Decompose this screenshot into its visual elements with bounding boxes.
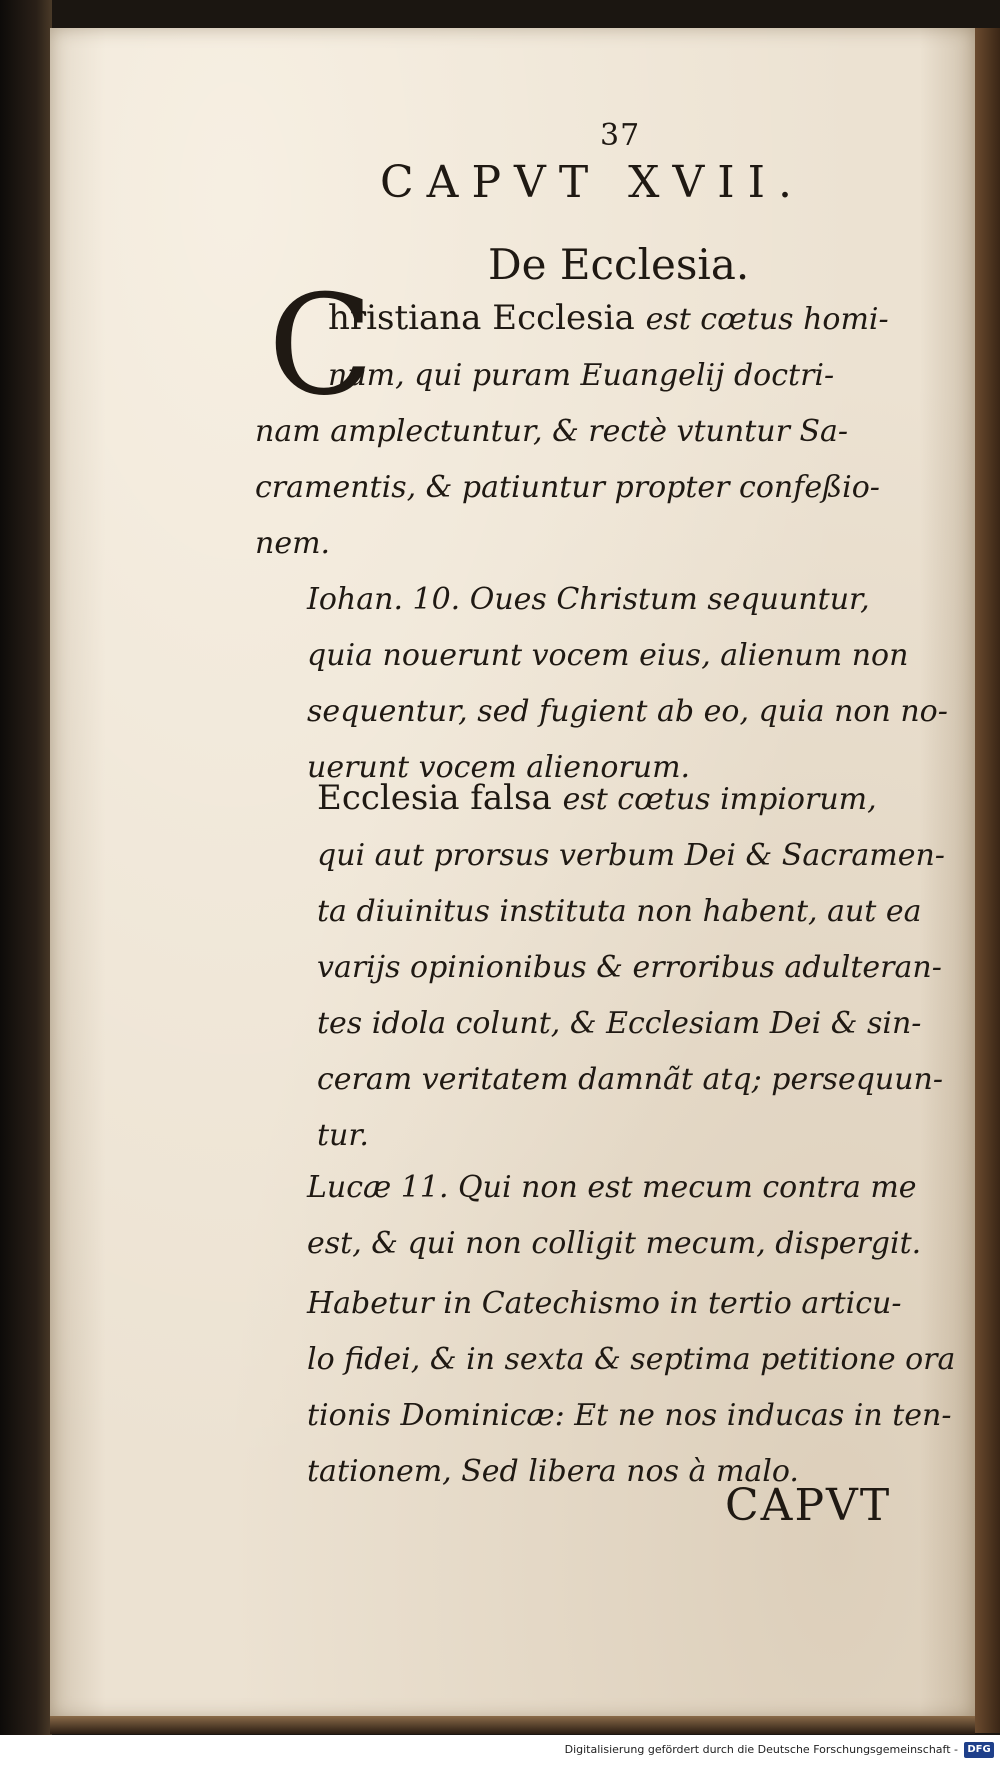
book-edge-bottom [50,1716,975,1734]
paragraph-catechism-reference [255,1276,965,1500]
page-number: 37 [600,118,641,153]
text-line: uerunt vocem alienorum. [307,750,691,785]
text-line: ceram veritatem damnãt atq; persequun- [317,1062,944,1097]
text-line: Iohan. 10. Oues Christum sequuntur, [307,582,870,617]
scan-background-left [0,0,52,1735]
text-line: tationem, Sed libera nos à malo. [307,1454,799,1489]
text-line: num, qui puram Euangelij doctri- [328,358,835,393]
text-line: varijs opinionibus & erroribus adulteran- [317,950,942,985]
text-line: quia nouerunt vocem eius, alienum non [307,638,909,673]
text-line: qui aut prorsus verbum Dei & Sacramen- [317,838,945,873]
text-line: Habetur in Catechismo in tertio articu- [307,1286,902,1321]
paragraph-false-church [255,770,965,1164]
book-edge-right [975,28,1000,1733]
paragraph-john-citation [255,572,965,796]
text-line: lo fidei, & in sexta & septima petitione ora [307,1342,956,1377]
text-line: ta diuinitus instituta non habent, aut ea [317,894,922,929]
drop-capital: C [268,265,374,426]
catchword: CAPVT [725,1480,892,1531]
dfg-logo: DFG [964,1742,994,1758]
paragraph-definition [255,290,965,572]
text-line: hristiana Ecclesia est cœtus homi- [328,298,889,338]
text-line: est, & qui non colligit mecum, dispergit. [307,1226,922,1261]
chapter-title: De Ecclesia. [488,240,750,289]
text-line: nam amplectuntur, & rectè vtuntur Sa- [255,414,849,449]
text-line: Ecclesia falsa est cœtus impiorum, [317,778,877,818]
footer-credit: Digitalisierung gefördert durch die Deutsche Forschungsgemeinschaft - [564,1743,958,1756]
text-line: nem. [255,526,331,561]
text-line: tionis Dominicæ: Et ne nos inducas in ten- [307,1398,952,1433]
text-line: tur. [317,1118,369,1153]
text-line: cramentis, & patiuntur propter confeßio- [255,470,880,505]
footer-bar [0,1735,1000,1767]
paragraph-luke-citation [255,1160,965,1272]
text-line: Lucæ 11. Qui non est mecum contra me [307,1170,917,1205]
chapter-heading: CAPVT XVII. [380,157,806,208]
text-line: sequentur, sed fugient ab eo, quia non no- [307,694,948,729]
text-line: tes idola colunt, & Ecclesiam Dei & sin- [317,1006,922,1041]
